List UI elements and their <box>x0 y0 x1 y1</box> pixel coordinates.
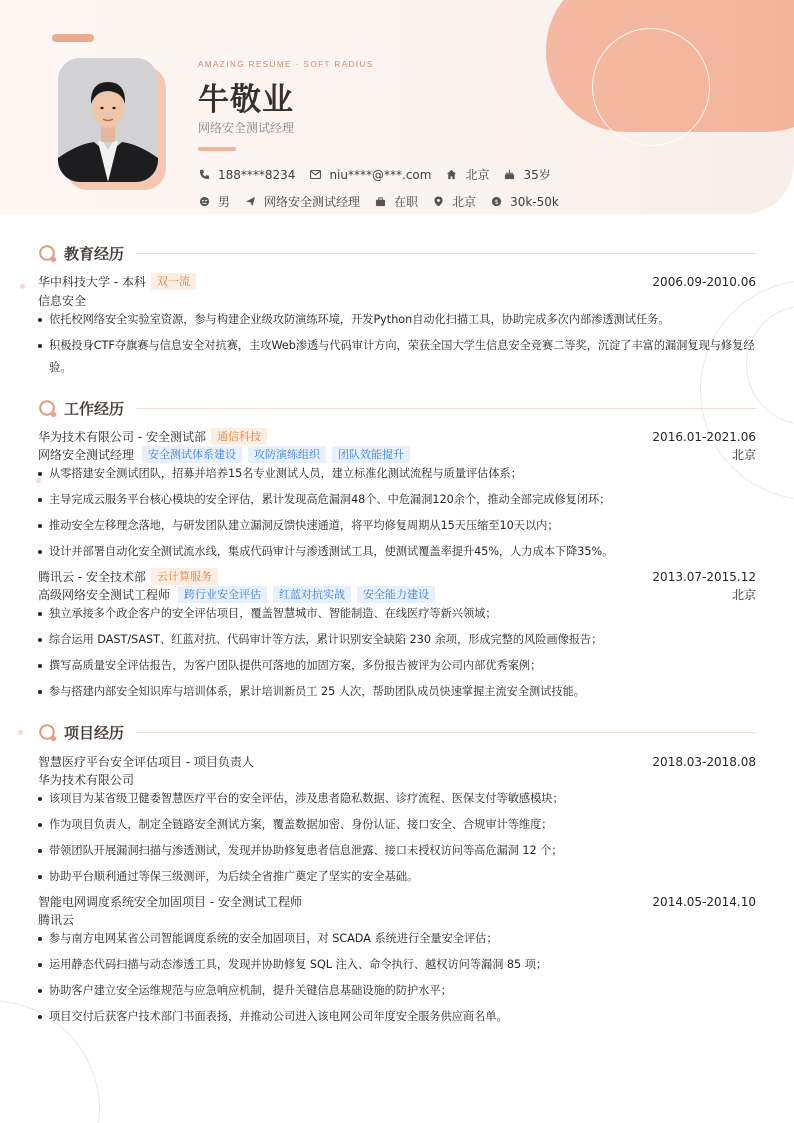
location-icon <box>432 196 444 208</box>
list-item: 参与南方电网某省公司智能调度系统的安全加固项目，对 SCADA 系统进行全量安全评估； <box>38 928 756 950</box>
list-item: 主导完成云服务平台核心模块的安全评估，累计发现高危漏洞48个、中危漏洞120余个，推动全部完成修复闭环； <box>38 489 756 511</box>
section-work-header <box>38 398 756 419</box>
search-icon <box>38 244 58 264</box>
list-item: 运用静态代码扫描与动态渗透工具，发现并协助修复 SQL 注入、命令执行、越权访问等漏洞 85 项； <box>38 954 756 976</box>
list-item: 带领团队开展漏洞扫描与渗透测试，发现并协助修复患者信息泄露、接口未授权访问等高危漏洞 12 个； <box>38 840 756 862</box>
list-item: 独立承接多个政企客户的安全评估项目，覆盖智慧城市、智能制造、在线医疗等新兴领域； <box>38 603 756 625</box>
list-item: 项目交付后获客户技术部门书面表扬，并推动公司进入该电网公司年度安全服务供应商名单。 <box>38 1006 756 1028</box>
target-city-text: 北京 <box>452 195 477 209</box>
job-role-row <box>38 586 756 603</box>
candidate-title: 网络安全测试经理 <box>198 121 295 135</box>
project-name-line: 智能电网调度系统安全加固项目 - 安全测试工程师 <box>38 895 302 909</box>
job-date: 2013.07-2015.12 <box>652 569 756 584</box>
target-job-text: 网络安全测试经理 <box>264 195 361 209</box>
send-icon <box>244 196 256 208</box>
list-item: 撰写高质量安全评估报告，为客户团队提供可落地的加固方案，多份报告被评为公司内部优秀案例； <box>38 655 756 677</box>
title-underline <box>198 147 236 151</box>
phone-icon <box>198 169 210 181</box>
gender-item <box>198 193 230 210</box>
list-item: 参与搭建内部安全知识库与培训体系，累计培训新员工 25 人次，帮助团队成员快速掌握主流安全测试技能。 <box>38 681 756 703</box>
major: 信息安全 <box>38 294 87 308</box>
decorative-ring <box>592 28 710 146</box>
skill-tag: 安全能力建设 <box>357 586 435 603</box>
decorative-pill <box>52 34 94 42</box>
project-entry-head <box>38 893 756 910</box>
list-item: 从零搭建安全测试团队，招募并培养15名专业测试人员，建立标准化测试流程与质量评估体系； <box>38 463 756 485</box>
avatar <box>58 58 158 182</box>
industry-tag: 通信科技 <box>211 428 267 445</box>
salary-text: 30k-50k <box>510 194 559 209</box>
section-divider <box>136 253 756 254</box>
project-org: 华为技术有限公司 <box>38 773 135 787</box>
project-entry-head <box>38 753 756 770</box>
job-role: 网络安全测试经理 <box>38 448 135 462</box>
education-date: 2006.09-2010.06 <box>652 274 756 289</box>
job-location: 北京 <box>731 448 756 462</box>
job-entry-head <box>38 428 756 445</box>
project-bullets <box>38 788 756 892</box>
skill-tag: 红蓝对抗实战 <box>273 586 351 603</box>
school-tag: 双一流 <box>151 273 196 290</box>
money-icon <box>490 196 502 208</box>
age-text: 35岁 <box>523 168 551 182</box>
home-icon <box>445 169 457 181</box>
list-item: 作为项目负责人，制定全链路安全测试方案，覆盖数据加密、身份认证、接口安全、合规审计等维度； <box>38 814 756 836</box>
school-line: 华中科技大学 - 本科 <box>38 275 146 289</box>
project-bullets <box>38 928 756 1032</box>
section-title: 项目经历 <box>64 724 125 742</box>
job-intent-row <box>198 193 573 210</box>
phone-item <box>198 168 295 182</box>
decorative-dot <box>20 284 25 289</box>
section-divider <box>136 732 756 733</box>
job-role: 高级网络安全测试工程师 <box>38 588 171 602</box>
list-item: 推动安全左移理念落地，与研发团队建立漏洞反馈快速通道，将平均修复周期从15天压缩至10天以内； <box>38 515 756 537</box>
education-entry-head <box>38 273 756 290</box>
resume-header <box>0 0 794 214</box>
target-city-item <box>432 193 476 210</box>
project-date: 2014.05-2014.10 <box>652 894 756 909</box>
section-title: 教育经历 <box>64 245 125 263</box>
section-title: 工作经历 <box>64 400 125 418</box>
contact-row <box>198 166 565 183</box>
salary-item <box>490 195 559 209</box>
list-item: 综合运用 DAST/SAST、红蓝对抗、代码审计等方法，累计识别安全缺陷 230 余项，形成完整的风险画像报告； <box>38 629 756 651</box>
candidate-name: 牛敬业 <box>198 82 294 118</box>
skill-tag: 安全测试体系建设 <box>142 446 242 463</box>
list-item: 协助平台顺利通过等保三级测评，为后续全省推广奠定了坚实的安全基础。 <box>38 866 756 888</box>
section-projects-header <box>38 722 756 743</box>
project-org: 腾讯云 <box>38 913 75 927</box>
email-item <box>309 168 431 182</box>
job-bullets <box>38 463 756 567</box>
status-text: 在职 <box>394 195 419 209</box>
job-role-row <box>38 446 756 463</box>
list-item: 依托校网络安全实验室资源，参与构建企业级攻防演练环境，开发Python自动化扫描工具，协助完成多次内部渗透测试任务。 <box>38 309 756 331</box>
list-item: 设计并部署自动化安全测试流水线，集成代码审计与渗透测试工具，使测试覆盖率提升45%，人力成本下降35%。 <box>38 541 756 563</box>
city-text: 北京 <box>465 168 490 182</box>
project-name-line: 智慧医疗平台安全评估项目 - 项目负责人 <box>38 755 254 769</box>
phone-text: 188****8234 <box>218 167 296 182</box>
city-item <box>445 166 489 183</box>
company-line: 华为技术有限公司 - 安全测试部 <box>38 430 206 444</box>
education-bullets <box>38 309 756 383</box>
skill-tag: 团队效能提升 <box>332 446 410 463</box>
svg-text:$: $ <box>494 197 499 206</box>
decorative-dot <box>18 730 23 735</box>
gender-text: 男 <box>218 195 231 209</box>
email-text: niu****@***.com <box>329 167 432 182</box>
project-date: 2018.03-2018.08 <box>652 754 756 769</box>
status-item <box>374 193 418 210</box>
job-date: 2016.01-2021.06 <box>652 429 756 444</box>
job-bullets <box>38 603 756 707</box>
age-item <box>503 166 550 183</box>
section-education-header <box>38 243 756 264</box>
job-entry-head <box>38 568 756 585</box>
skill-tag: 攻防演练组织 <box>248 446 326 463</box>
search-icon <box>38 399 58 419</box>
mail-icon <box>309 169 321 181</box>
industry-tag: 云计算服务 <box>151 568 218 585</box>
tagline: AMAZING RESUME · SOFT RADIUS <box>198 60 374 69</box>
search-icon <box>38 723 58 743</box>
briefcase-icon <box>374 196 386 208</box>
company-line: 腾讯云 - 安全技术部 <box>38 570 146 584</box>
list-item: 积极投身CTF夺旗赛与信息安全对抗赛，主攻Web渗透与代码审计方向，荣获全国大学生信息安全竞赛二等奖，沉淀了丰富的漏洞复现与修复经验。 <box>38 335 756 379</box>
cake-icon <box>503 169 515 181</box>
gender-icon <box>198 196 210 208</box>
job-location: 北京 <box>731 588 756 602</box>
skill-tag: 跨行业安全评估 <box>178 586 267 603</box>
list-item: 协助客户建立安全运维规范与应急响应机制，提升关键信息基础设施的防护水平； <box>38 980 756 1002</box>
target-job-item <box>244 193 360 210</box>
section-divider <box>136 408 756 409</box>
list-item: 该项目为某省级卫健委智慧医疗平台的安全评估，涉及患者隐私数据、诊疗流程、医保支付等敏感模块； <box>38 788 756 810</box>
